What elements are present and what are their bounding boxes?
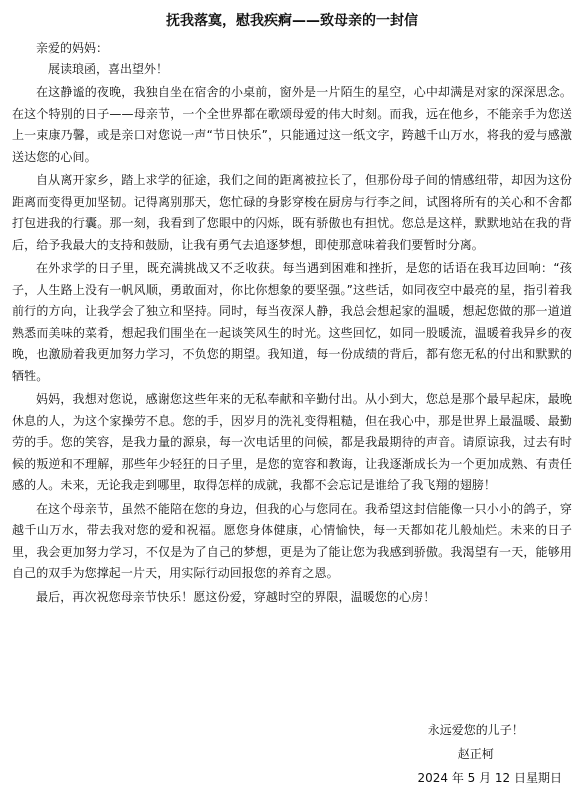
closing-line: 永远爱您的儿子！ xyxy=(427,723,524,737)
letter-title: 抚我落寞，慰我疾痾——致母亲的一封信 xyxy=(166,13,418,29)
signer-name: 赵正柯 xyxy=(457,747,494,761)
signature-block xyxy=(389,718,562,790)
body-paragraph: 最后，再次祝您母亲节快乐！愿这份爱，穿越时空的界限，温暖您的心房！ xyxy=(36,589,436,604)
body-paragraph: 在这个母亲节，虽然不能陪在您的身边，但我的心与您同在。我希望这封信能像一只小小的鸽子，穿越千山万水，带去我对您的爱和祝福。愿您身体健康，心情愉快，每一天都如花儿般灿烂。未来的日子里，我会更加努力学习，不仅是为了自己的梦想，更是为了能让您为我感到骄傲。我渴望有一天，能够用自己的双手为您撑起一片天，用实际行动回报您的养育之恩。 xyxy=(12,501,572,580)
body-paragraph: 在这静谧的夜晚，我独自坐在宿舍的小桌前，窗外是一片陌生的星空，心中却满是对家的深深思念。在这个特别的日子——母亲节，一个全世界都在歌颂母爱的伟大时刻。而我，远在他乡，不能亲手为您送上一束康乃馨，或是亲口对您说一声“节日快乐”，只能通过这一纸文字，跨越千山万水，将我的爱与感激送达您的心间。 xyxy=(12,85,572,164)
letter-opening: 展读琅函，喜出望外！ xyxy=(48,62,169,76)
letter-salutation: 亲爱的妈妈： xyxy=(36,41,109,55)
body-paragraph: 自从离开家乡，踏上求学的征途，我们之间的距离被拉长了，但那份母子间的情感纽带，却因为这份距离而变得更加坚韧。记得离别那天，您忙碌的身影穿梭在厨房与行李之间，试图将所有的关心和不舍都打包进我的行囊。那一刻，我看到了您眼中的闪烁，既有骄傲也有担忧。您总是这样，默默地站在我的背后，给予我最大的支持和鼓励，让我有勇气去追逐梦想，即使那意味着我们要暂时分离。 xyxy=(12,173,572,252)
body-paragraph: 在外求学的日子里，既充满挑战又不乏收获。每当遇到困难和挫折，是您的话语在我耳边回响：“孩子，人生路上没有一帆风顺，勇敢面对，你比你想象的要坚强。”这些话，如同夜空中最亮的星，指引着我前行的方向，让我学会了独立和坚持。同时，每当夜深人静，我总会想起家的温暖，想起您做的那一道道熟悉而美味的菜肴，想起我们围坐在一起谈笑风生的时光。这些回忆，如同一股暖流，温暖着我异乡的夜晚，也激励着我更加努力学习，不负您的期望。我知道，每一份成绩的背后，都有您无私的付出和默默的牺牲。 xyxy=(12,261,572,383)
body-paragraph: 妈妈，我想对您说，感谢您这些年来的无私奉献和辛勤付出。从小到大，您总是那个最早起床，最晚休息的人，为这个家操劳不息。您的手，因岁月的洗礼变得粗糙，但在我心中，那是世界上最温暖、最勤劳的手。您的笑容，是我力量的源泉，每一次电话里的问候，都是我最期待的声音。请原谅我，过去有时候的叛逆和不理解，那些年少轻狂的日子里，是您的宽容和教诲，让我逐渐成长为一个更加成熟、有责任感的人。未来，无论我走到哪里，取得怎样的成就，我都不会忘记是谁给了我飞翔的翅膀！ xyxy=(12,392,572,492)
letter-date: 2024 年 5 月 12 日星期日 xyxy=(417,771,562,785)
